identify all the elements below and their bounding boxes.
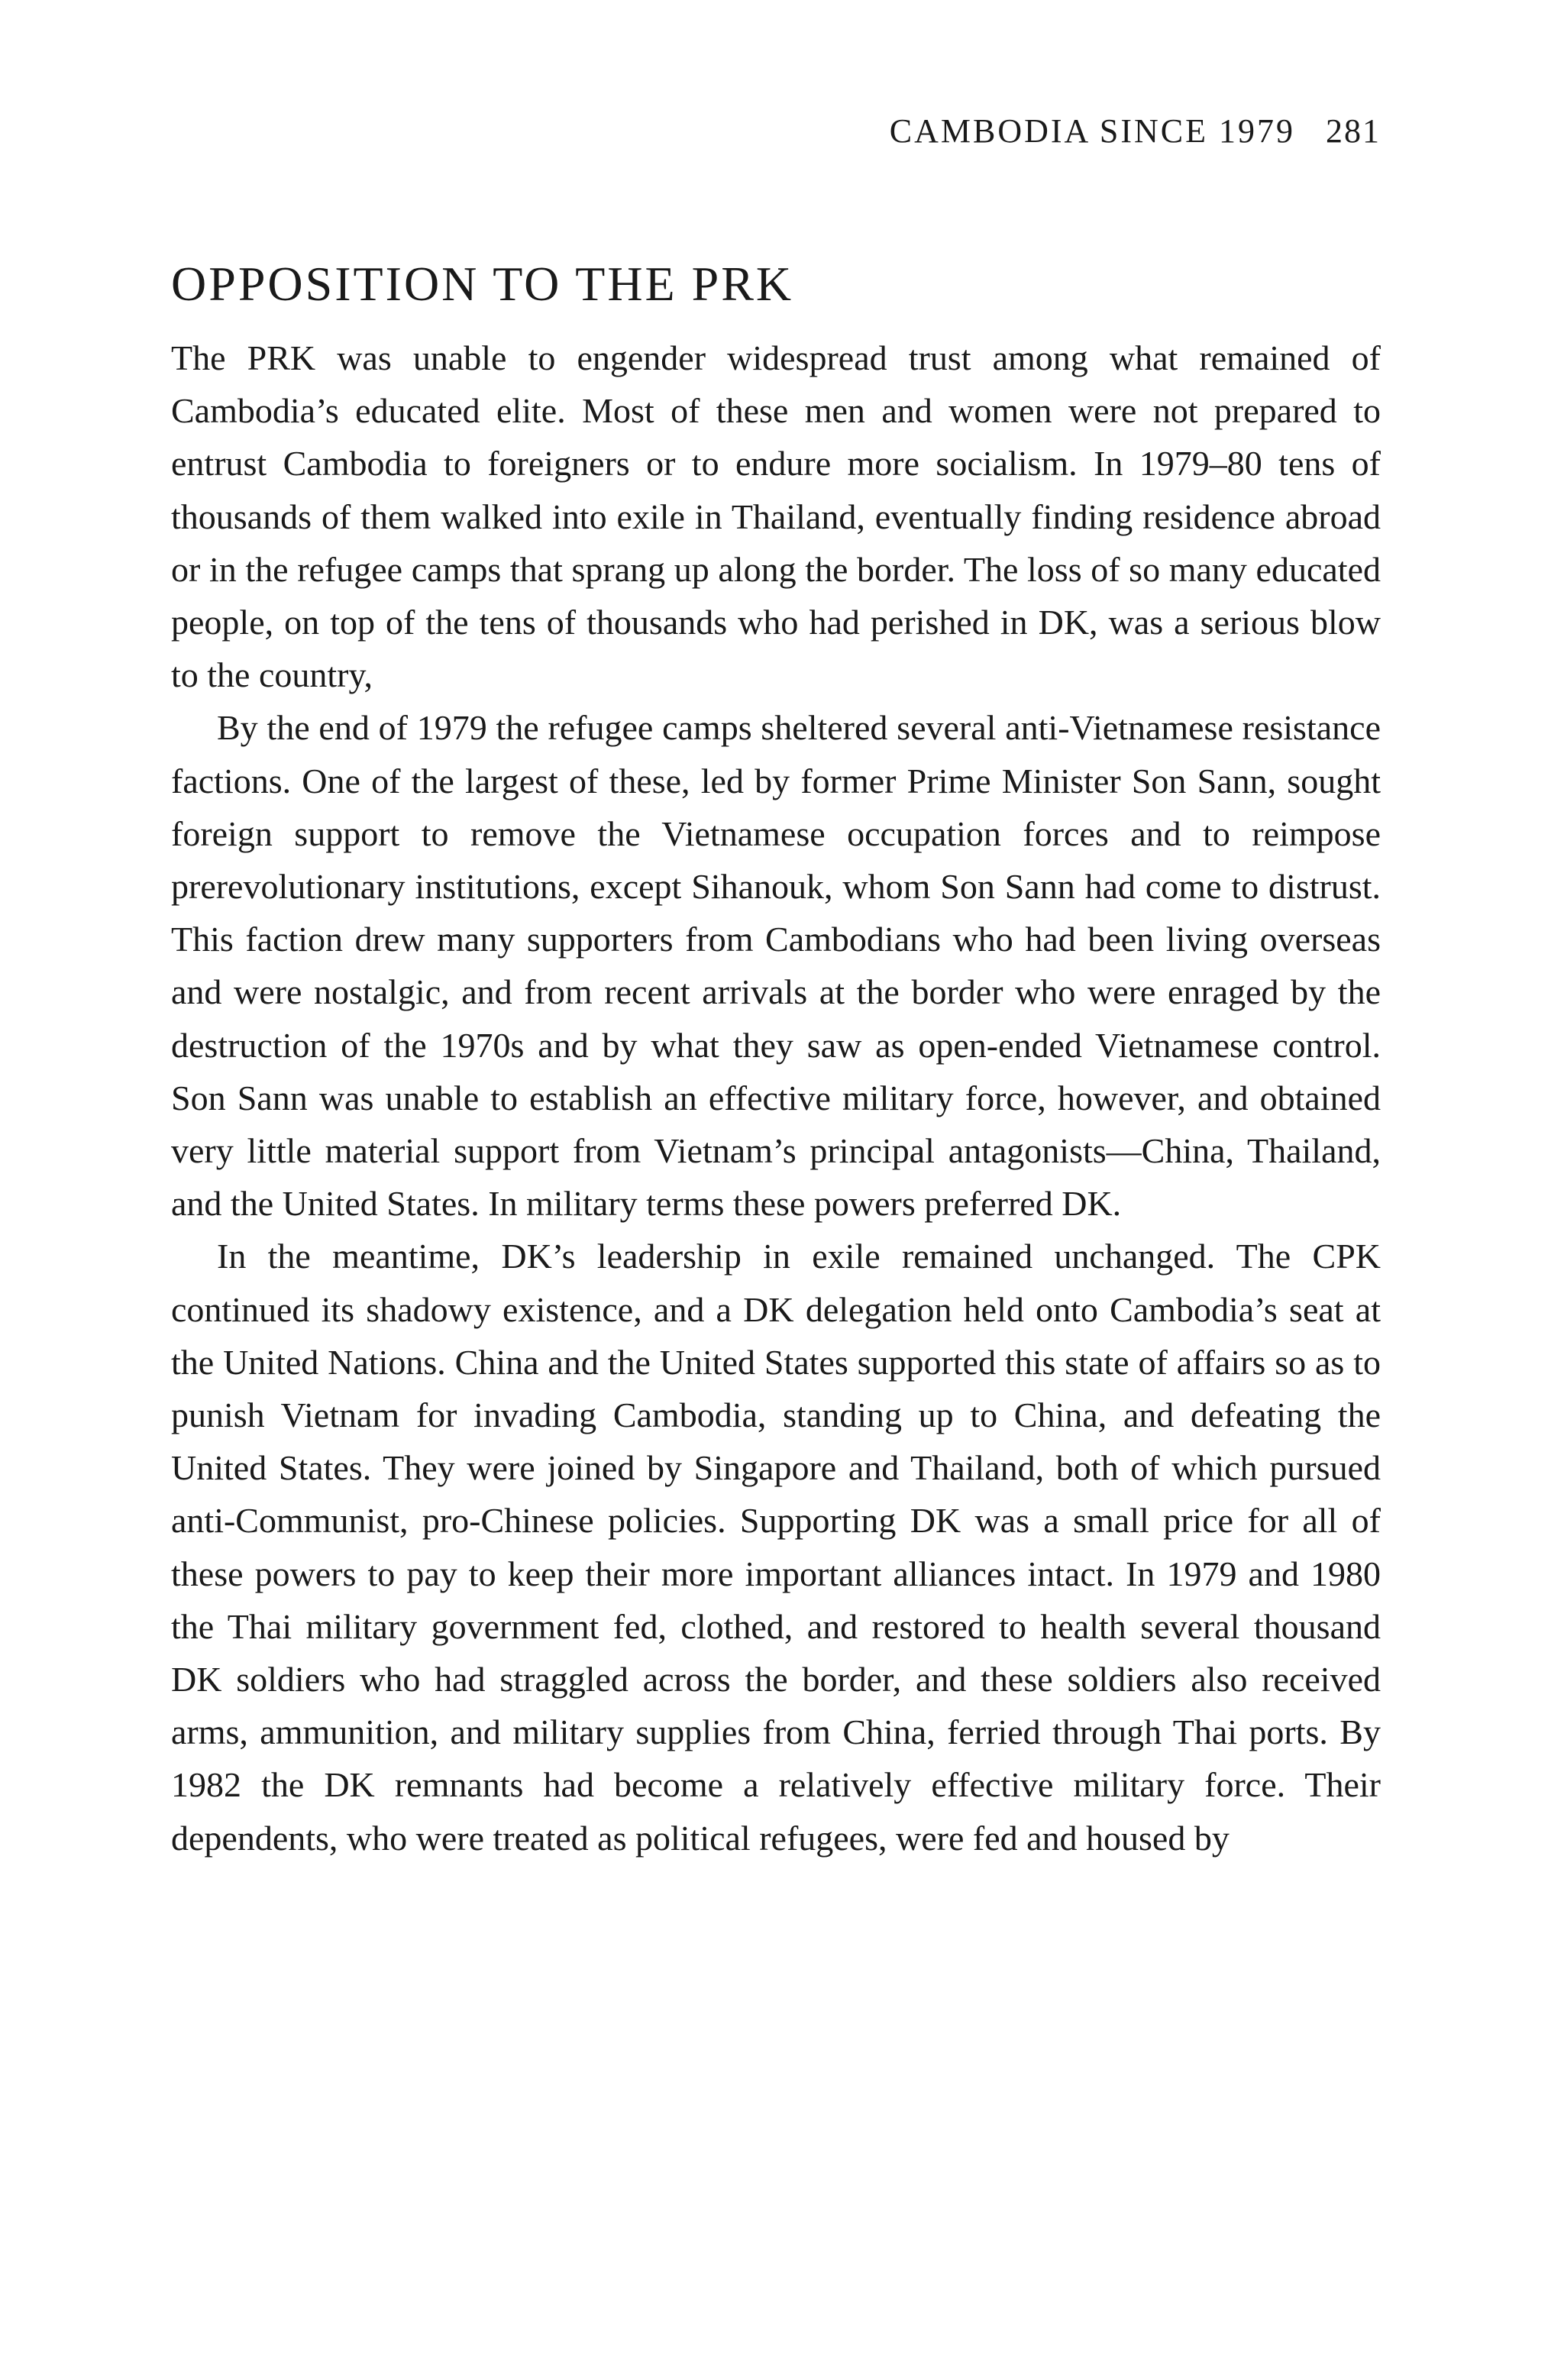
page-number: 281 (1326, 112, 1381, 150)
paragraph: In the meantime, DK’s leadership in exile remained unchanged. The CPK continued its shadowy existence, and a DK delegation held onto Cambodia’s seat at the United Nations. China and the United States supported this state of affairs so as to punish Vietnam for invading Cambodia, standing up to China, and defeating the United States. They were joined by Singapore and Thailand, both of which pursued anti-Communist, pro-Chinese policies. Supporting DK was a small price for all of these powers to pay to keep their more important alliances intact. In 1979 and 1980 the Thai military government fed, clothed, and restored to health several thousand DK soldiers who had straggled across the border, and these soldiers also received arms, ammunition, and military supplies from China, ferried through Thai ports. By 1982 the DK remnants had become a relatively effective military force. Their dependents, who were treated as political refugees, were fed and housed by (171, 1237, 1381, 1858)
section-heading: OPPOSITION TO THE PRK (171, 257, 794, 311)
running-head (171, 112, 1381, 176)
body-text (171, 331, 1381, 1864)
paragraph: By the end of 1979 the refugee camps sheltered several anti-Vietnamese resistance factions. One of the largest of these, led by former Prime Minister Son Sann, sought foreign support to remove the Vietnamese occupation forces and to reimpose prerevolutionary institutions, except Sihanouk, whom Son Sann had come to distrust. This faction drew many supporters from Cambodians who had been living overseas and were nostalgic, and from recent arrivals at the border who were enraged by the destruction of the 1970s and by what they saw as open-ended Vietnamese control. Son Sann was unable to establish an effective military force, however, and obtained very little material support from Vietnam’s principal antagonists—China, Thailand, and the United States. In military terms these powers preferred DK. (171, 708, 1381, 1224)
paragraph: The PRK was unable to engender widespread trust among what remained of Cambodia’s educated elite. Most of these men and women were not prepared to entrust Cambodia to foreigners or to endure more socialism. In 1979–80 tens of thousands of them walked into exile in Thailand, eventually finding residence abroad or in the refugee camps that sprang up along the border. The loss of so many educated people, on top of the tens of thousands who had perished in DK, was a serious blow to the country, (171, 338, 1381, 695)
book-page (171, 112, 1381, 1864)
running-head-title: CAMBODIA SINCE 1979 (889, 112, 1295, 150)
